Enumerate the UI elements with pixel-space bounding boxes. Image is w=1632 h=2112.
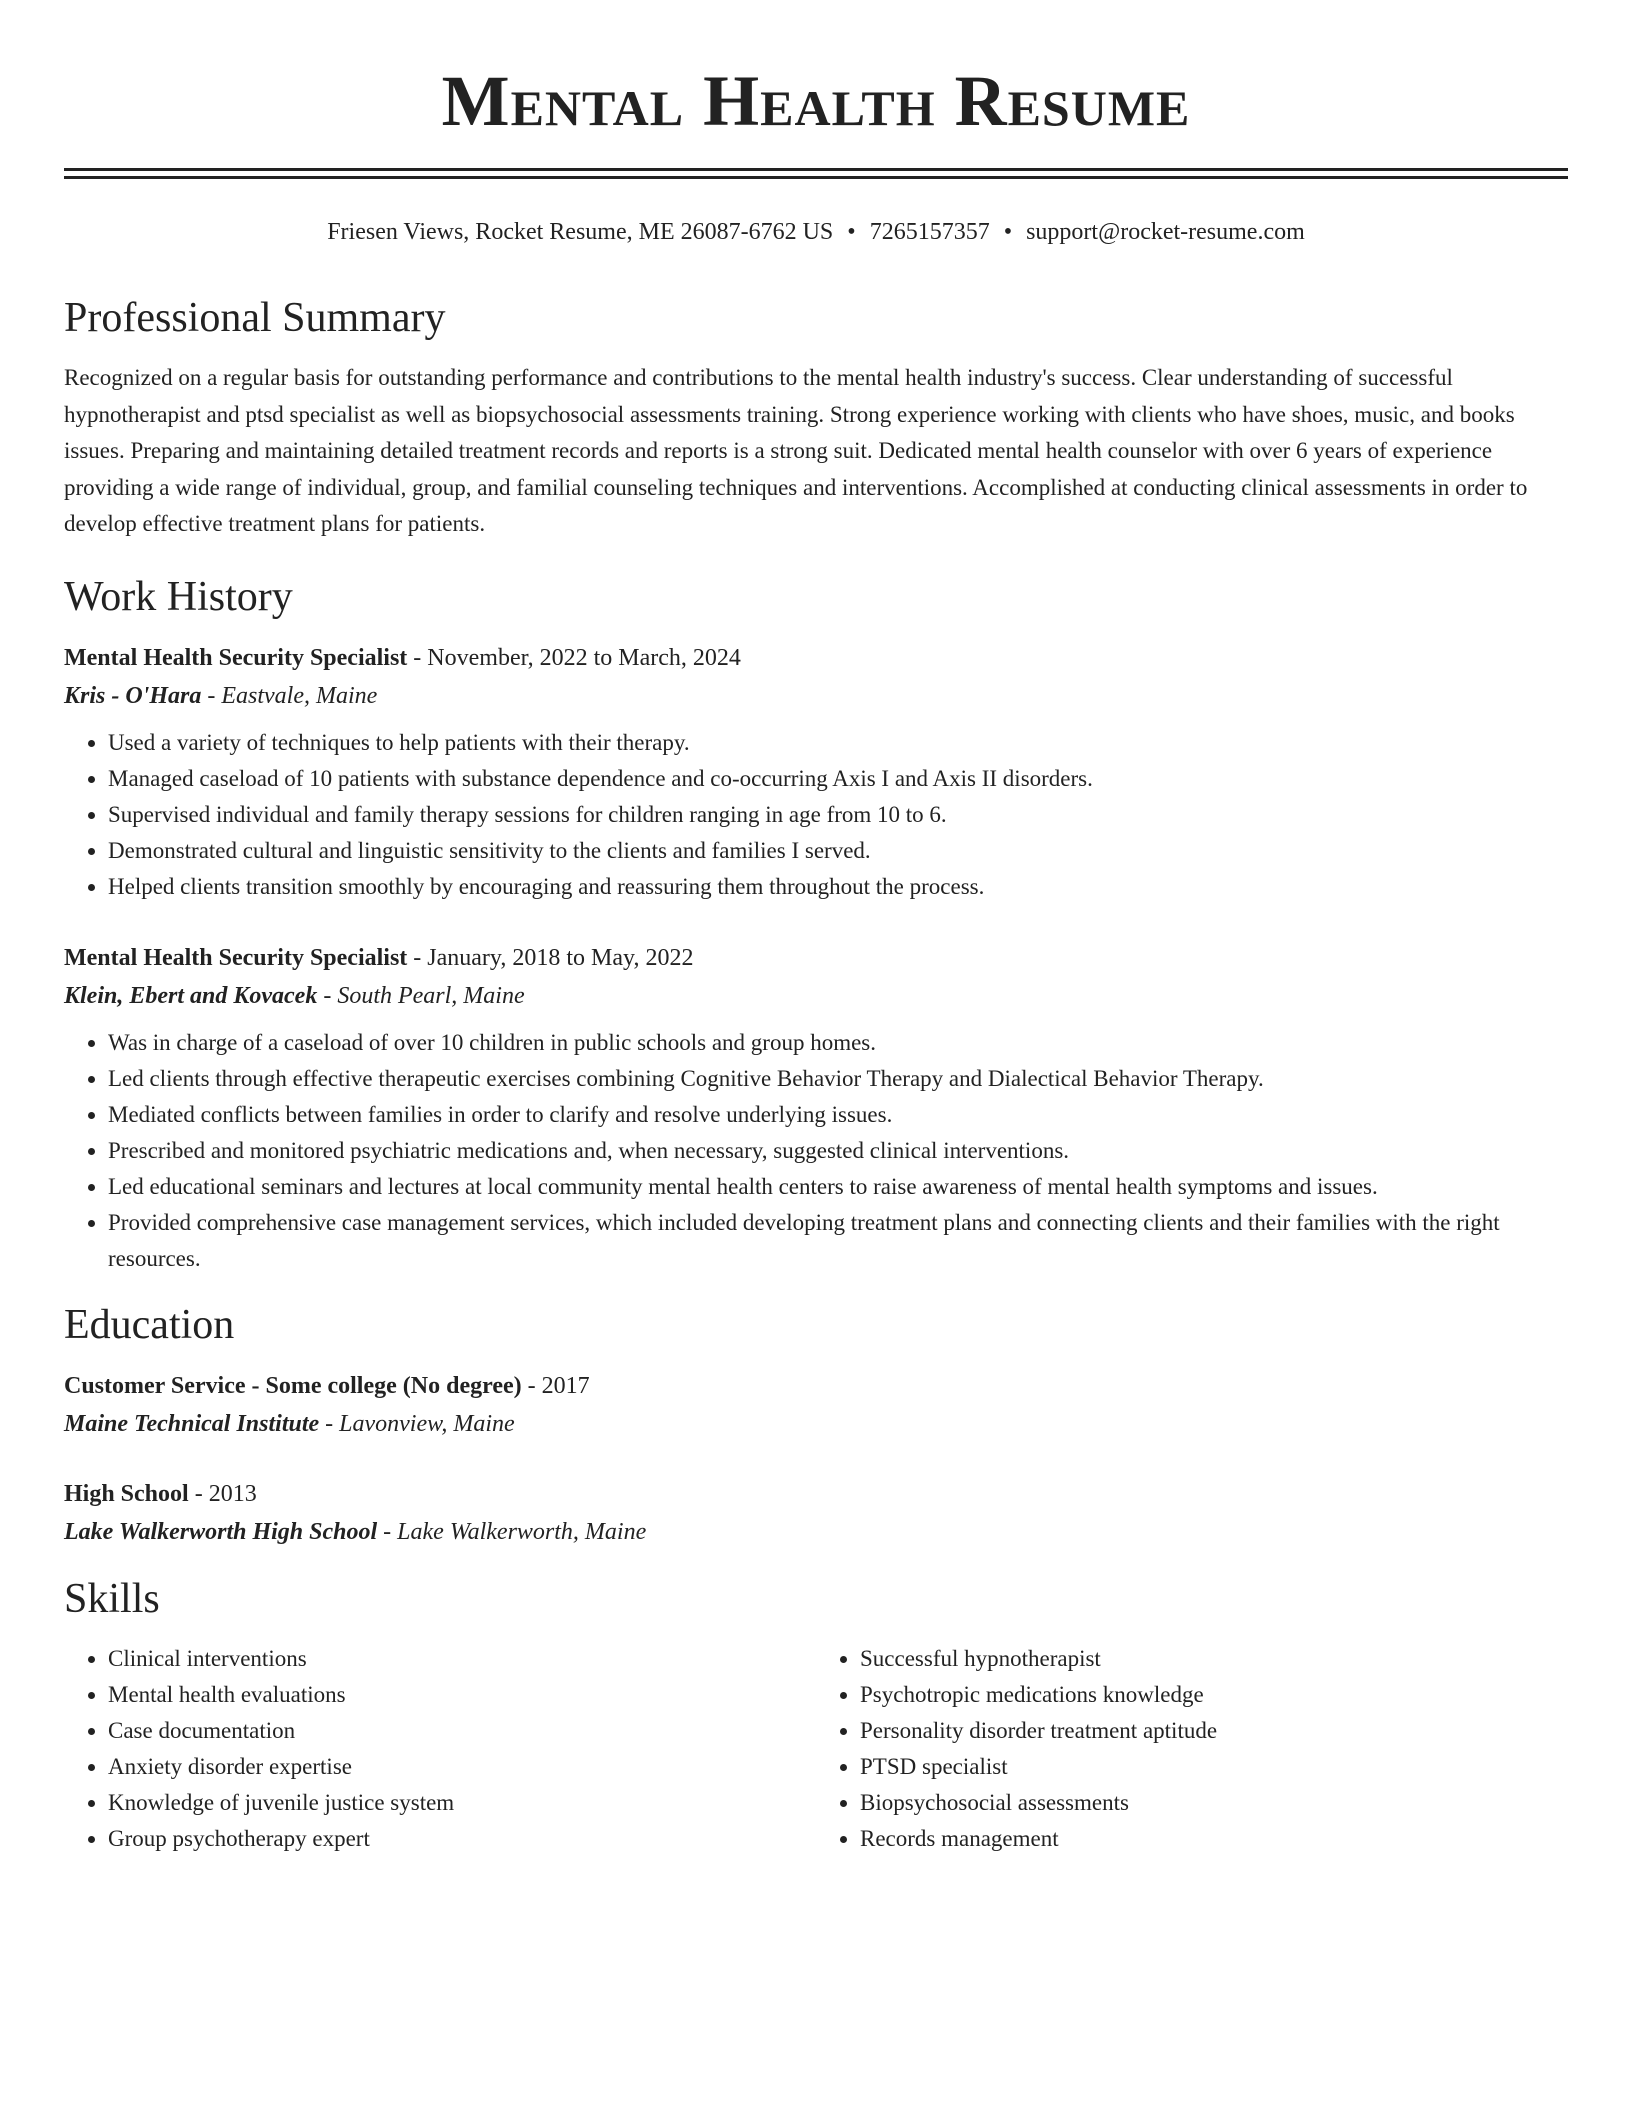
education-location: - Lake Walkerworth, Maine	[377, 1518, 647, 1545]
education-degree: High School	[64, 1480, 189, 1507]
work-history-section	[64, 569, 1568, 1277]
education-entry	[64, 1367, 1568, 1443]
skill-item: • Personality disorder treatment aptitude	[860, 1713, 1568, 1749]
skill-item: • Mental health evaluations	[108, 1677, 816, 1713]
job-company: Klein, Ebert and Kovacek	[64, 982, 318, 1009]
job-title: Mental Health Security Specialist	[64, 644, 408, 671]
education-school: Lake Walkerworth High School	[64, 1518, 378, 1545]
summary-section	[64, 290, 1568, 543]
title-divider-bottom	[64, 176, 1568, 179]
job-bullet: • Was in charge of a caseload of over 10 children in public schools and group homes.	[108, 1025, 1568, 1061]
job-bullet: • Demonstrated cultural and linguistic sensitivity to the clients and families I served.	[108, 833, 1568, 869]
job-bullet: • Used a variety of techniques to help patients with their therapy.	[108, 725, 1568, 761]
job-bullet: • Mediated conflicts between families in order to clarify and resolve underlying issues.	[108, 1097, 1568, 1133]
job-bullet: • Supervised individual and family therapy sessions for children ranging in age from 10 to 6.	[108, 797, 1568, 833]
resume-title: Mental Health Resume	[441, 61, 1191, 141]
contact-separator: •	[847, 219, 856, 245]
job-company-line	[64, 677, 1568, 715]
education-year: - 2013	[188, 1480, 257, 1507]
education-heading: Education	[64, 1301, 235, 1348]
contact-address: Friesen Views, Rocket Resume, ME 26087-6762 US	[327, 219, 834, 245]
contact-line	[0, 214, 1632, 250]
job-bullet: • Led educational seminars and lectures at local community mental health centers to raise awareness of mental health symptoms and issues.	[108, 1169, 1568, 1205]
education-entry	[64, 1475, 1568, 1551]
skills-list-left	[64, 1641, 816, 1857]
job-dates: - January, 2018 to May, 2022	[407, 944, 694, 971]
job-company: Kris - O'Hara	[64, 682, 202, 709]
skills-list-right	[816, 1641, 1568, 1857]
job-entry	[64, 639, 1568, 905]
skill-item: • Anxiety disorder expertise	[108, 1749, 816, 1785]
summary-text: Recognized on a regular basis for outstanding performance and contributions to the mental health industry's success. Clear understanding of successful hypnotherapist and ptsd specialist as well as biopsychosocial assessments training. Strong experience working with clients who have shoes, music, and books issues. Preparing and maintaining detailed treatment records and reports is a strong suit. Dedicated mental health counselor with over 6 years of experience providing a wide range of individual, group, and familial counseling techniques and interventions. Accomplished at conducting clinical assessments in order to develop effective treatment plans for patients.	[64, 365, 1528, 536]
work-history-heading: Work History	[64, 573, 293, 620]
skills-heading: Skills	[64, 1575, 160, 1622]
job-location: - Eastvale, Maine	[201, 682, 378, 709]
education-location: - Lavonview, Maine	[319, 1410, 515, 1437]
skill-item: • Biopsychosocial assessments	[860, 1785, 1568, 1821]
skill-item: • Knowledge of juvenile justice system	[108, 1785, 816, 1821]
job-title-line	[64, 639, 1568, 677]
contact-separator: •	[1003, 219, 1013, 245]
skill-item: • Group psychotherapy expert	[108, 1821, 816, 1857]
resume-content	[64, 290, 1568, 1857]
education-section	[64, 1297, 1568, 1551]
contact-phone: 7265157357	[869, 219, 990, 245]
skill-item: • Psychotropic medications knowledge	[860, 1677, 1568, 1713]
job-bullet: • Managed caseload of 10 patients with substance dependence and co-occurring Axis I and Axis II disorders.	[108, 761, 1568, 797]
skills-section	[64, 1571, 1568, 1857]
title-divider-top	[64, 168, 1568, 171]
job-bullet: • Provided comprehensive case management services, which included developing treatment plans and connecting clients and their families with the right resources.	[108, 1205, 1568, 1277]
education-degree: Customer Service - Some college (No degree)	[64, 1372, 522, 1399]
skills-columns	[64, 1641, 1568, 1857]
job-bullets	[64, 1025, 1568, 1277]
summary-heading: Professional Summary	[64, 295, 446, 341]
skill-item: • Successful hypnotherapist	[860, 1641, 1568, 1677]
job-bullet: • Prescribed and monitored psychiatric medications and, when necessary, suggested clinical interventions.	[108, 1133, 1568, 1169]
job-entry	[64, 939, 1568, 1277]
job-bullets	[64, 725, 1568, 905]
job-location: - South Pearl, Maine	[317, 982, 525, 1009]
job-title: Mental Health Security Specialist	[64, 944, 408, 971]
skill-item: • Records management	[860, 1821, 1568, 1857]
education-degree-line	[64, 1367, 1568, 1405]
job-dates: - November, 2022 to March, 2024	[407, 644, 741, 671]
job-company-line	[64, 977, 1568, 1015]
education-school-line	[64, 1405, 1568, 1443]
job-title-line	[64, 939, 1568, 977]
education-degree-line	[64, 1475, 1568, 1513]
skill-item: • PTSD specialist	[860, 1749, 1568, 1785]
education-school: Maine Technical Institute	[64, 1410, 320, 1437]
job-bullet: • Led clients through effective therapeutic exercises combining Cognitive Behavior Therapy and Dialectical Behavior Therapy.	[108, 1061, 1568, 1097]
contact-email: support@rocket-resume.com	[1026, 219, 1305, 245]
skill-item: • Clinical interventions	[108, 1641, 816, 1677]
skill-item: • Case documentation	[108, 1713, 816, 1749]
education-school-line	[64, 1513, 1568, 1551]
job-bullet: • Helped clients transition smoothly by encouraging and reassuring them throughout the process.	[108, 869, 1568, 905]
education-year: - 2017	[521, 1372, 590, 1399]
